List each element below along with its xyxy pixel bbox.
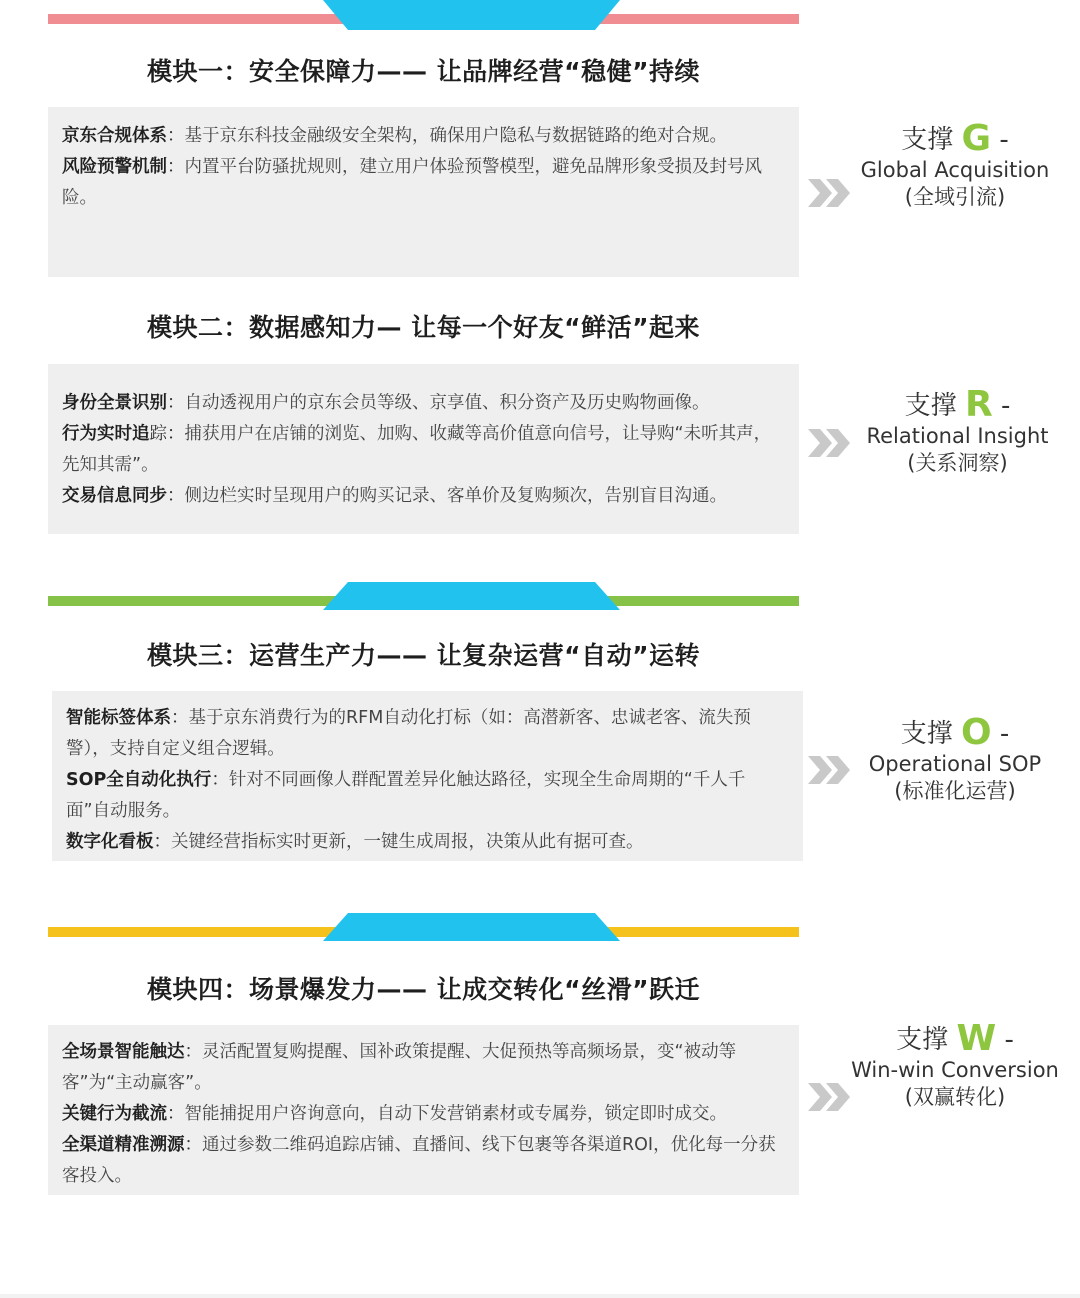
item-term: 智能标签体系: [66, 708, 171, 728]
module-2-title: 模块二：数据感知力— 让每一个好友“鲜活”起来: [146, 313, 701, 342]
item-term: 交易信息同步: [62, 486, 167, 506]
item-desc: 自动透视用户的京东会员等级、京享值、积分资产及历史购物画像。: [184, 393, 710, 413]
module-3-title: 模块三：运营生产力—— 让复杂运营“自动”运转: [146, 641, 701, 670]
support-letter: R: [964, 384, 993, 425]
list-item: [62, 1099, 785, 1130]
item-term: SOP全自动化执行: [66, 770, 212, 790]
support-chinese: (关系洞察): [907, 451, 1008, 475]
support-dash: -: [999, 719, 1010, 749]
item-term: 数字化看板: [66, 832, 154, 852]
item-desc: 基于京东科技金融级安全架构，确保用户隐私与数据链路的绝对合规。: [184, 126, 727, 146]
list-item: [62, 121, 785, 152]
item-desc: 侧边栏实时呈现用户的购买记录、客单价及复购频次，告别盲目沟通。: [184, 486, 727, 506]
item-desc: 基于京东消费行为的RFM自动化打标（如：高潜新客、忠诚老客、流失预警），支持自定义组合逻辑。: [66, 708, 751, 759]
support-dash: -: [999, 125, 1009, 155]
list-item: [62, 419, 785, 481]
list-item: [62, 152, 785, 214]
support-letter: G: [961, 118, 992, 159]
item-sep: ：: [184, 1135, 202, 1155]
item-sep: ：: [167, 1104, 185, 1124]
module-4-title: 模块四：场景爆发力—— 让成交转化“丝滑”跃迁: [146, 975, 701, 1004]
module-1-title: 模块一：安全保障力—— 让品牌经营“稳健”持续: [146, 57, 701, 86]
support-dash: -: [1004, 1025, 1014, 1055]
support-english: Win-win Conversion: [851, 1058, 1059, 1082]
support-dash: -: [1000, 391, 1011, 421]
item-desc: 针对不同画像人群配置差异化触达路径，实现全生命周期的“千人千面”自动服务。: [66, 770, 746, 821]
support-chinese: (标准化运营): [894, 779, 1016, 803]
module-3-support: [845, 712, 1065, 805]
item-sep: ：: [171, 708, 189, 728]
list-item: [62, 388, 785, 419]
module-2-support: [845, 384, 1070, 477]
item-sep: ：: [167, 126, 185, 146]
item-desc: 通过参数二维码追踪店铺、直播间、线下包裹等各渠道ROI，优化每一分获客投入。: [62, 1135, 776, 1186]
list-item: [66, 827, 789, 858]
list-item: [66, 765, 789, 827]
module-1-panel: [48, 107, 799, 277]
divider-cap: [323, 582, 620, 610]
divider-cap: [323, 913, 620, 941]
item-term: 身份全景识别: [62, 393, 167, 413]
support-chinese: (双赢转化): [904, 1085, 1006, 1109]
item-sep: ：: [167, 486, 185, 506]
divider-yellow: [48, 927, 799, 937]
item-sep: ：: [167, 393, 185, 413]
item-desc: 捕获用户在店铺的浏览、加购、收藏等高价值意向信号，让导购“未听其声，先知其需”。: [62, 424, 772, 475]
module-4-panel: [48, 1025, 799, 1195]
list-item: [66, 703, 789, 765]
item-sep: ：: [184, 1042, 202, 1062]
item-term: 全场景智能触达: [62, 1042, 185, 1062]
module-1-support: [845, 118, 1065, 211]
support-english: Operational SOP: [868, 752, 1042, 776]
module-2-panel: [48, 364, 799, 534]
item-term: 行为实时追: [62, 424, 150, 444]
item-sep: ：: [211, 770, 229, 790]
item-desc: 智能捕捉用户咨询意向，自动下发营销素材或专属券，锁定即时成交。: [184, 1104, 727, 1124]
support-english: Relational Insight: [866, 424, 1049, 448]
module-4-support: [845, 1018, 1065, 1111]
item-sep: ：: [153, 832, 171, 852]
support-letter: O: [961, 712, 992, 753]
support-prefix: 支撑: [900, 719, 953, 749]
support-prefix: 支撑: [896, 1025, 949, 1055]
item-desc: 关键经营指标实时更新，一键生成周报，决策从此有据可查。: [171, 832, 644, 852]
item-term: 关键行为截流: [62, 1104, 167, 1124]
list-item: [62, 1130, 785, 1192]
support-letter: W: [956, 1018, 997, 1059]
module-3-panel: [52, 691, 803, 861]
support-prefix: 支撑: [904, 391, 957, 421]
list-item: [62, 481, 785, 512]
item-term: 全渠道精准溯源: [62, 1135, 185, 1155]
item-desc: 灵活配置复购提醒、国补政策提醒、大促预热等高频场景，变“被动等客”为“主动赢客”。: [62, 1042, 737, 1093]
item-term: 京东合规体系: [62, 126, 167, 146]
bottom-rule: [0, 1294, 1080, 1298]
support-prefix: 支撑: [901, 125, 954, 155]
support-english: Global Acquisition: [860, 158, 1050, 182]
item-desc: 内置平台防骚扰规则，建立用户体验预警模型，避免品牌形象受损及封号风险。: [62, 157, 762, 208]
divider-cap: [323, 0, 620, 30]
divider-top-pink: [48, 14, 799, 24]
support-chinese: (全域引流): [904, 185, 1006, 209]
item-sep: 踪：: [149, 424, 185, 444]
item-term: 风险预警机制: [62, 157, 167, 177]
item-sep: ：: [167, 157, 185, 177]
list-item: [62, 1037, 785, 1099]
divider-green: [48, 596, 799, 606]
